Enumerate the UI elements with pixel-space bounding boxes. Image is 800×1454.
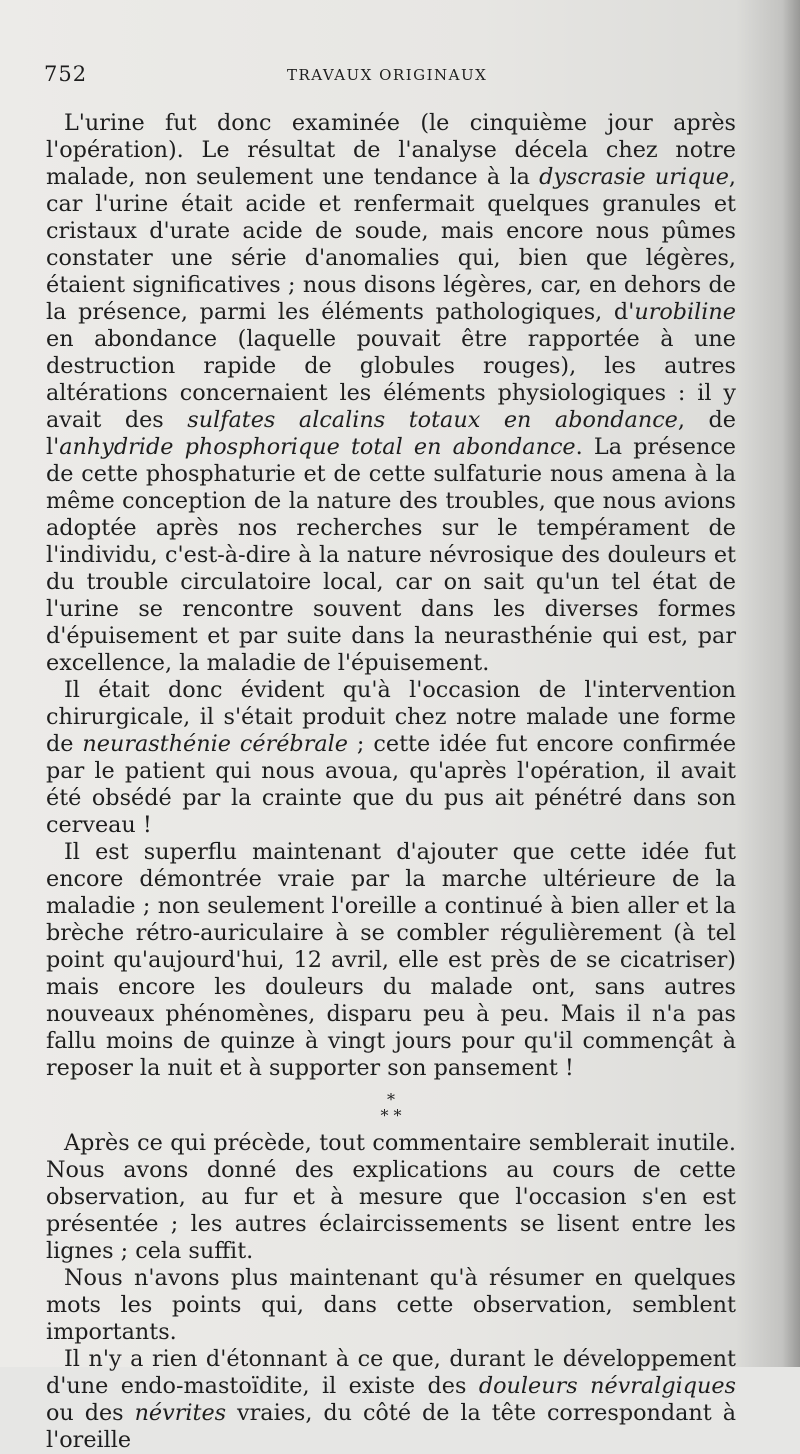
running-head: TRAVAUX ORIGINAUX <box>287 66 488 84</box>
paragraph-commentary: Après ce qui précède, tout commentaire semblerait inutile. Nous avons donné des explications au cours de cette observation, au fur et à mesure que l'occasion s'en est présentée ; les autres éclaircissements se lisent entre les lignes ; cela suffit. <box>46 1130 736 1264</box>
text-run: , de l' <box>46 407 736 460</box>
italic-term: sulfates alcalins totaux en abondance <box>187 407 678 433</box>
paragraph-endomastoiditis <box>46 1346 736 1454</box>
paragraph-summary-intro: Nous n'avons plus maintenant qu'à résumer en quelques mots les points qui, dans cette observation, semblent importants. <box>46 1265 736 1345</box>
page-number: 752 <box>44 62 88 86</box>
text-run: vraies, du côté de la tête correspondant à l'oreille <box>46 1400 736 1453</box>
page-edge-shadow <box>782 0 800 1367</box>
paragraph-urine-analysis <box>46 110 736 677</box>
text-run: , car l'urine était acide et renfermait quelques granules et cristaux d'urate acide de soude, mais encore nous pûmes constater une série d'anomalies qui, bien que légères, étaient significatives ; nous disons légères, car, en dehors de la présence, parmi les éléments pathologiques, d' <box>46 164 736 325</box>
italic-term: anhydride phosphorique total en abondance <box>59 434 576 460</box>
italic-term: urobiline <box>634 299 736 325</box>
paragraph-neurasthenia <box>46 677 736 839</box>
text-run: en abondance (laquelle pouvait être rapportée à une destruction rapide de globules rouges), les autres altérations concernaient les éléments physiologiques : il y avait des <box>46 326 736 433</box>
body-text <box>46 110 736 1454</box>
page-header <box>44 62 736 90</box>
italic-term: douleurs névralgiques <box>478 1373 737 1399</box>
separator-star-top: * <box>387 1090 395 1109</box>
text-run: . La présence de cette phosphaturie et de cette sulfaturie nous amena à la même conception de la nature des troubles, que nous avions adoptée après nos recherches sur le tempérament de l'individu, c'est-à-dire à la nature névrosique des douleurs et du trouble circulatoire local, car on sait qu'un tel état de l'urine se rencontre souvent dans les diverses formes d'épuisement et par suite dans la neurasthénie qui est, par excellence, la maladie de l'épuisement. <box>46 434 736 676</box>
text-run: L'urine fut donc examinée (le cinquième jour après l'opération). Le résultat de l'analyse décela chez notre malade, non seulement une tendance à la <box>46 110 736 190</box>
text-run: ; cette idée fut encore confirmée par le patient qui nous avoua, qu'après l'opération, il avait été obsédé par la crainte que du pus ait pénétré dans son cerveau ! <box>46 731 737 838</box>
section-separator <box>46 1092 736 1124</box>
separator-stars-bottom: * * <box>380 1106 402 1125</box>
italic-term: névrites <box>134 1400 227 1426</box>
text-run: ou des <box>46 1400 135 1426</box>
text-run: Il n'y a rien d'étonnant à ce que, durant le développement d'une endo-mastoïdite, il existe des <box>46 1346 736 1399</box>
text-run: Il était donc évident qu'à l'occasion de l'intervention chirurgicale, il s'était produit chez notre malade une forme de <box>46 677 736 757</box>
italic-term: dyscrasie urique <box>539 164 729 190</box>
paragraph-evolution: Il est superflu maintenant d'ajouter que cette idée fut encore démontrée vraie par la marche ultérieure de la maladie ; non seulement l'oreille a continué à bien aller et la brèche rétro-auriculaire à se combler régulièrement (à tel point qu'aujourd'hui, 12 avril, elle est près de se cicatriser) mais encore les douleurs du malade ont, sans autres nouveaux phénomènes, disparu peu à peu. Mais il n'a pas fallu moins de quinze à vingt jours pour qu'il commençât à reposer la nuit et à supporter son pansement ! <box>46 839 736 1081</box>
italic-term: neurasthénie cérébrale <box>82 731 348 757</box>
